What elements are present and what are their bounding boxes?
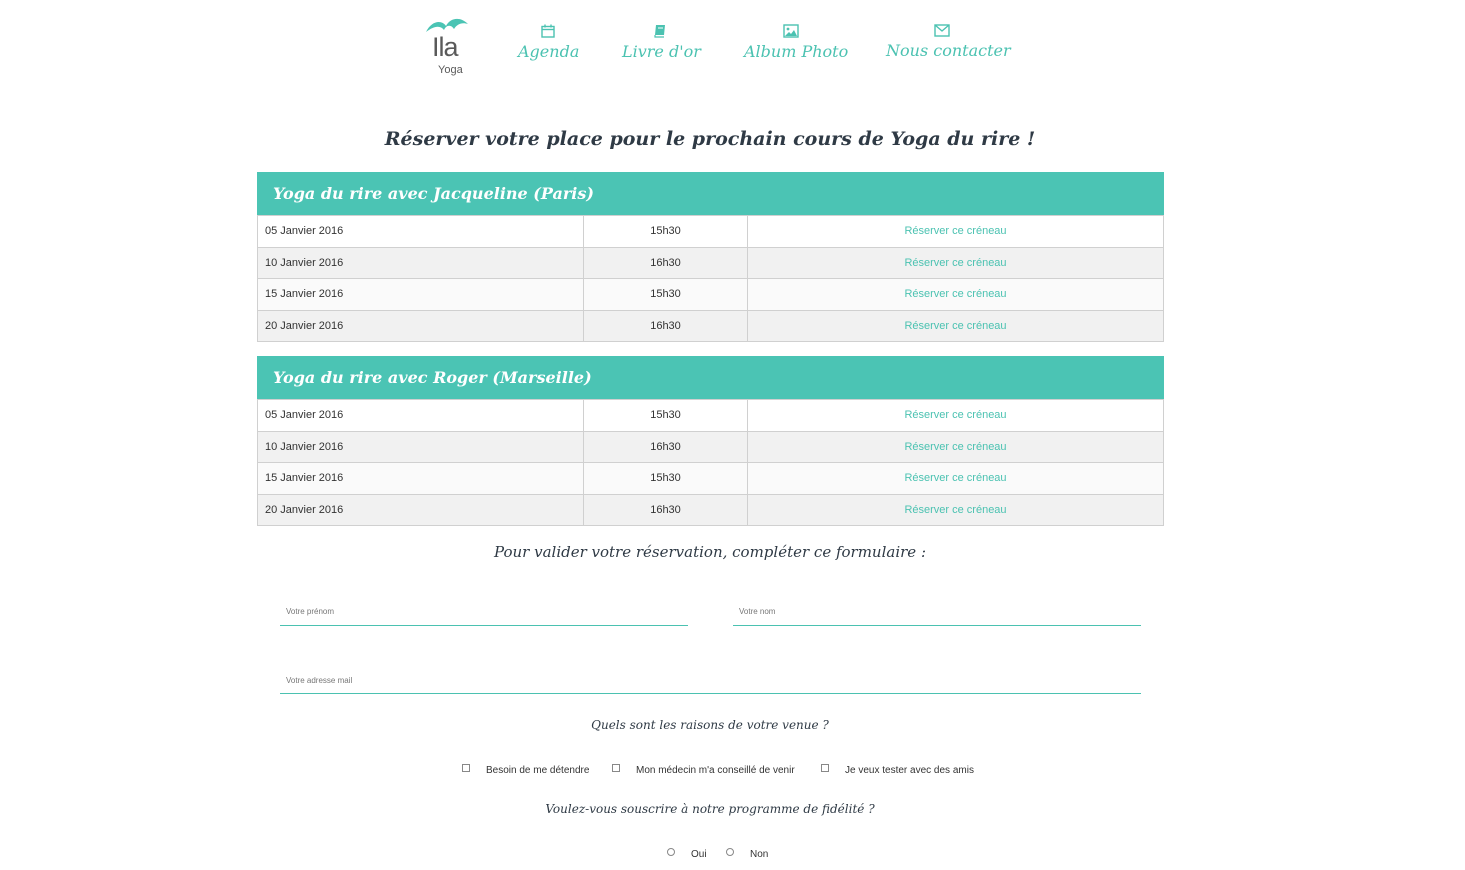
logo-wordmark: Ila: [432, 32, 458, 62]
loyalty-label: Non: [750, 849, 769, 860]
nav-nous-contacter[interactable]: [886, 14, 1011, 60]
ila-yoga-logo[interactable]: [424, 16, 472, 78]
nav-agenda[interactable]: [518, 14, 578, 61]
reason-checkbox-relax[interactable]: [462, 764, 470, 772]
time-cell: 16h30: [584, 494, 748, 526]
nav-livre-dor-label: Livre d'or: [622, 42, 701, 61]
time-cell: 16h30: [584, 431, 748, 463]
table-row: [258, 279, 1164, 311]
loyalty-options: [0, 848, 1465, 864]
date-cell: 05 Janvier 2016: [258, 216, 584, 248]
nav-album-photo-label: Album Photo: [744, 42, 849, 61]
loyalty-radio-oui[interactable]: [667, 848, 675, 856]
session-table: [257, 215, 1164, 342]
calendar-icon: [541, 24, 555, 38]
nav-livre-dor[interactable]: [622, 14, 701, 61]
book-icon: [653, 24, 667, 38]
reserve-slot-link[interactable]: Réserver ce créneau: [748, 463, 1164, 495]
session-block-paris: [257, 172, 1164, 342]
envelope-icon: [934, 24, 950, 37]
top-navigation: [420, 14, 1020, 84]
nav-agenda-label: Agenda: [518, 42, 580, 61]
reason-checkbox-doctor[interactable]: [612, 764, 620, 772]
date-cell: 10 Janvier 2016: [258, 431, 584, 463]
image-icon: [783, 24, 799, 38]
loyalty-label: Oui: [691, 849, 707, 860]
reserve-slot-link[interactable]: Réserver ce créneau: [748, 279, 1164, 311]
session-heading: Yoga du rire avec Jacqueline (Paris): [257, 172, 1164, 215]
reason-label: Je veux tester avec des amis: [845, 765, 974, 776]
email-field[interactable]: [280, 673, 1141, 694]
date-cell: 05 Janvier 2016: [258, 400, 584, 432]
date-cell: 20 Janvier 2016: [258, 310, 584, 342]
loyalty-question: Voulez-vous souscrire à notre programme de fidélité ?: [545, 802, 875, 816]
reserve-slot-link[interactable]: Réserver ce créneau: [748, 310, 1164, 342]
reserve-slot-link[interactable]: Réserver ce créneau: [748, 431, 1164, 463]
reserve-slot-link[interactable]: Réserver ce créneau: [748, 400, 1164, 432]
time-cell: 15h30: [584, 216, 748, 248]
table-row: [258, 216, 1164, 248]
date-cell: 20 Janvier 2016: [258, 494, 584, 526]
time-cell: 15h30: [584, 463, 748, 495]
date-cell: 15 Janvier 2016: [258, 463, 584, 495]
time-cell: 15h30: [584, 400, 748, 432]
form-intro: Pour valider votre réservation, compléter ce formulaire :: [493, 543, 927, 561]
reserve-slot-link[interactable]: Réserver ce créneau: [748, 216, 1164, 248]
session-table: [257, 399, 1164, 526]
nav-album-photo[interactable]: [744, 14, 849, 61]
date-cell: 10 Janvier 2016: [258, 247, 584, 279]
page-title: Réserver votre place pour le prochain cours de Yoga du rire !: [384, 128, 1036, 150]
table-row: [258, 494, 1164, 526]
reserve-slot-link[interactable]: Réserver ce créneau: [748, 494, 1164, 526]
table-row: [258, 310, 1164, 342]
table-row: [258, 400, 1164, 432]
session-block-marseille: [257, 356, 1164, 526]
reason-label: Mon médecin m'a conseillé de venir: [636, 765, 795, 776]
reserve-slot-link[interactable]: Réserver ce créneau: [748, 247, 1164, 279]
reason-checkbox-friends[interactable]: [821, 764, 829, 772]
table-row: [258, 247, 1164, 279]
time-cell: 16h30: [584, 247, 748, 279]
time-cell: 15h30: [584, 279, 748, 311]
loyalty-radio-non[interactable]: [726, 848, 734, 856]
table-row: [258, 431, 1164, 463]
lastname-field[interactable]: [733, 604, 1141, 626]
logo-tagline: Yoga: [438, 64, 463, 76]
nav-nous-contacter-label: Nous contacter: [886, 41, 1011, 60]
reasons-options: [0, 764, 1465, 780]
date-cell: 15 Janvier 2016: [258, 279, 584, 311]
firstname-field[interactable]: [280, 604, 688, 626]
reasons-question: Quels sont les raisons de votre venue ?: [591, 718, 829, 732]
table-row: [258, 463, 1164, 495]
time-cell: 16h30: [584, 310, 748, 342]
session-heading: Yoga du rire avec Roger (Marseille): [257, 356, 1164, 399]
reason-label: Besoin de me détendre: [486, 765, 590, 776]
